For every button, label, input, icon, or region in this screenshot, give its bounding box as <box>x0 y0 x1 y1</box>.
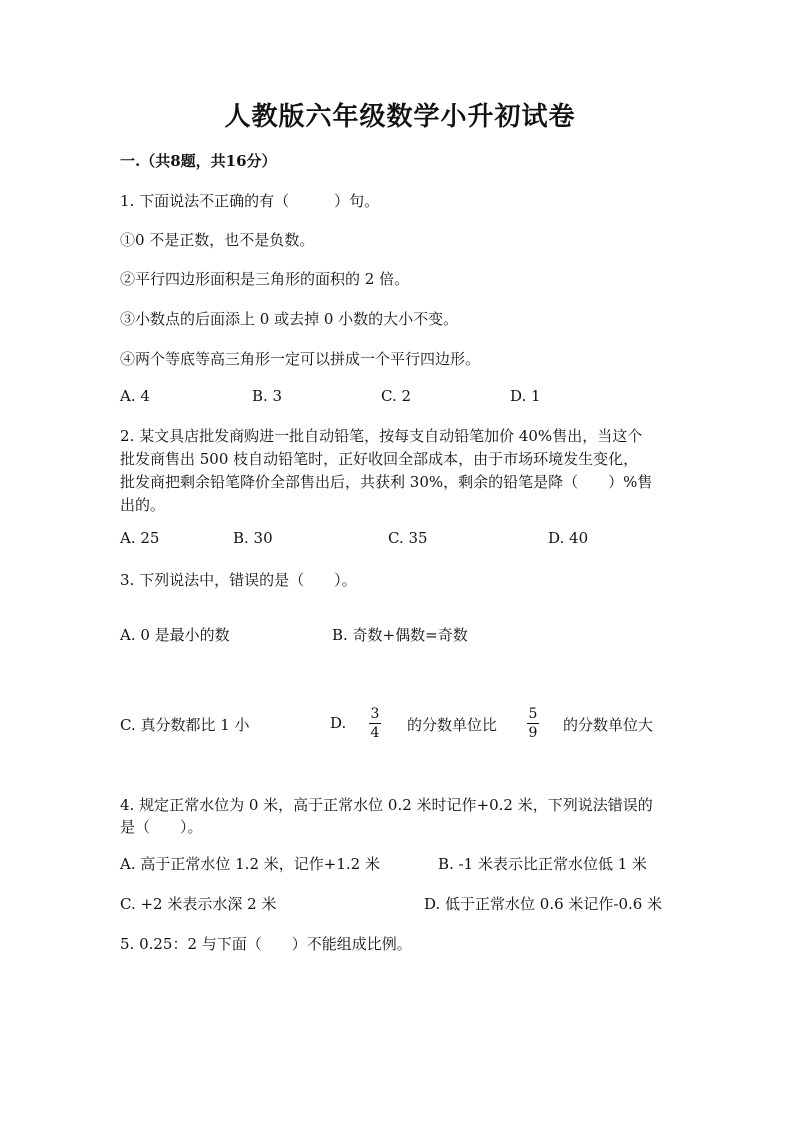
question-1-option-d: D. 1 <box>510 387 541 405</box>
question-2-option-d: D. 40 <box>548 529 589 547</box>
question-1-stem: 1. 下面说法不正确的有（ ）句。 <box>120 192 380 210</box>
question-3-option-d-suffix: 的分数单位大 <box>563 716 654 734</box>
question-4-option-d: D. 低于正常水位 0.6 米记作-0.6 米 <box>424 895 663 913</box>
question-3-option-c: C. 真分数都比 1 小 <box>120 716 250 734</box>
question-1-option-a: A. 4 <box>120 387 150 405</box>
question-2-line-4: 出的。 <box>120 496 166 514</box>
question-1-statement-1: ①0 不是正数，也不是负数。 <box>120 231 315 249</box>
question-1-statement-3: ③小数点的后面添上 0 或去掉 0 小数的大小不变。 <box>120 310 459 328</box>
exam-title: 人教版六年级数学小升初试卷 <box>224 102 576 132</box>
question-4-option-a: A. 高于正常水位 1.2 米，记作+1.2 米 <box>120 855 380 873</box>
fraction-1-denominator: 4 <box>370 725 380 741</box>
question-2-option-a: A. 25 <box>120 529 160 547</box>
question-1-statement-2: ②平行四边形面积是三角形的面积的 2 倍。 <box>120 270 410 288</box>
question-2-line-2: 批发商售出 500 枝自动铅笔时，正好收回全部成本，由于市场环境发生变化， <box>120 450 639 468</box>
question-1-statement-4: ④两个等底等高三角形一定可以拼成一个平行四边形。 <box>120 350 481 368</box>
question-2-option-b: B. 30 <box>233 529 273 547</box>
question-3-option-b: B. 奇数+偶数=奇数 <box>332 626 468 644</box>
question-3-option-d-label: D. <box>330 714 347 732</box>
fraction-three-quarters <box>369 706 381 741</box>
question-2-line-3: 批发商把剩余铅笔降价全部售出后，共获利 30%，剩余的铅笔是降（ ）%售 <box>120 473 653 491</box>
fraction-1-numerator: 3 <box>370 706 380 722</box>
fraction-five-ninths <box>527 706 539 741</box>
question-1-option-b: B. 3 <box>252 387 283 405</box>
section-heading: 一.（共8题，共16分） <box>120 152 277 170</box>
question-4-option-c: C. +2 米表示水深 2 米 <box>120 895 277 913</box>
fraction-1-bar <box>369 723 381 724</box>
fraction-2-bar <box>527 723 539 724</box>
fraction-2-denominator: 9 <box>528 725 538 741</box>
question-2-option-c: C. 35 <box>388 529 428 547</box>
question-5-stem: 5. 0.25：2 与下面（ ）不能组成比例。 <box>120 935 412 953</box>
fraction-2-numerator: 5 <box>528 706 538 722</box>
question-2-line-1: 2. 某文具店批发商购进一批自动铅笔，按每支自动铅笔加价 40%售出，当这个 <box>120 427 643 445</box>
question-4-option-b: B. -1 米表示比正常水位低 1 米 <box>438 855 648 873</box>
question-3-option-d-middle: 的分数单位比 <box>407 716 498 734</box>
question-1-option-c: C. 2 <box>381 387 412 405</box>
question-4-line-1: 4. 规定正常水位为 0 米，高于正常水位 0.2 米时记作+0.2 米，下列说法错误的 <box>120 796 653 814</box>
question-3-option-a: A. 0 是最小的数 <box>120 626 230 644</box>
question-3-stem: 3. 下列说法中，错误的是（ ）。 <box>120 571 357 589</box>
question-4-line-2: 是（ ）。 <box>120 818 203 836</box>
